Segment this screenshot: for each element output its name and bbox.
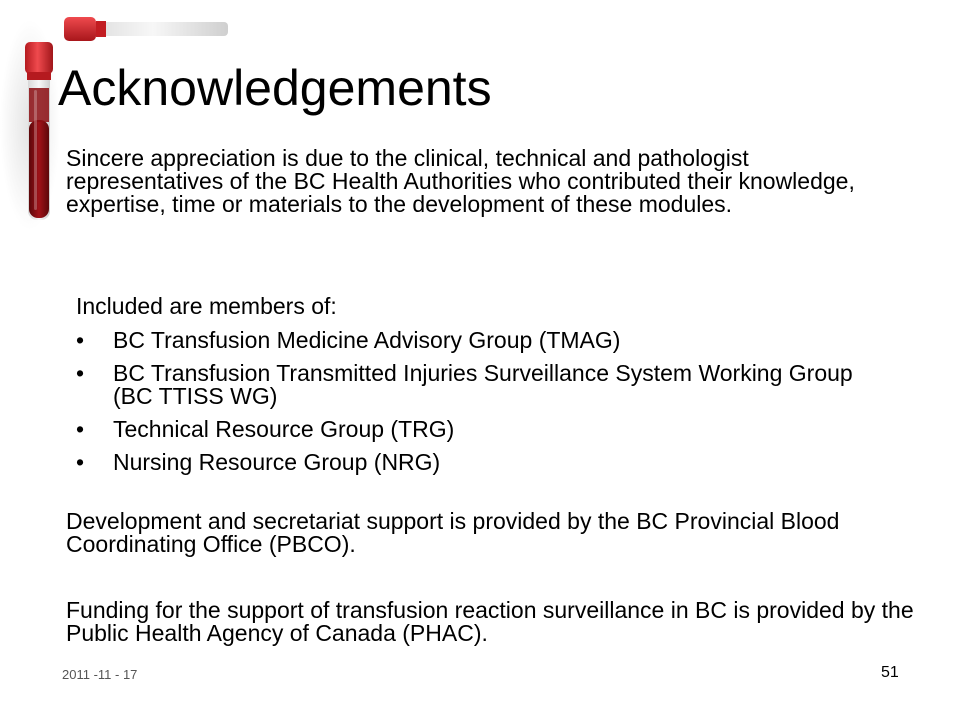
page-number: 51 — [881, 664, 899, 681]
list-item — [76, 329, 896, 352]
intro-paragraph: Sincere appreciation is due to the clinical, technical and pathologist representatives of the BC Health Authorities who contributed their knowledge, expertise, time or materials to the development of these modules. — [66, 145, 855, 217]
members-heading: Included are members of: — [76, 293, 337, 319]
member-group-label: Nursing Resource Group (NRG) — [113, 449, 441, 475]
development-paragraph: Development and secretariat support is provided by the BC Provincial Blood Coordinating Office (PBCO). — [66, 508, 840, 557]
bullet-icon: • — [76, 416, 85, 442]
list-item — [76, 451, 896, 474]
bullet-icon: • — [76, 449, 85, 475]
bullet-icon: • — [76, 327, 85, 353]
member-group-label: BC Transfusion Transmitted Injuries Surveillance System Working Group (BC TTISS WG) — [113, 360, 853, 409]
funding-paragraph: Funding for the support of transfusion reaction surveillance in BC is provided by the Public Health Agency of Canada (PHAC). — [66, 597, 914, 646]
slide-title: Acknowledgements — [58, 60, 492, 116]
list-item — [76, 362, 896, 408]
bullet-icon: • — [76, 360, 85, 386]
slide-date: 2011 -11 - 17 — [62, 667, 138, 682]
members-list — [76, 329, 896, 484]
member-group-label: BC Transfusion Medicine Advisory Group (TMAG) — [113, 327, 621, 353]
list-item — [76, 418, 896, 441]
member-group-label: Technical Resource Group (TRG) — [113, 416, 455, 442]
